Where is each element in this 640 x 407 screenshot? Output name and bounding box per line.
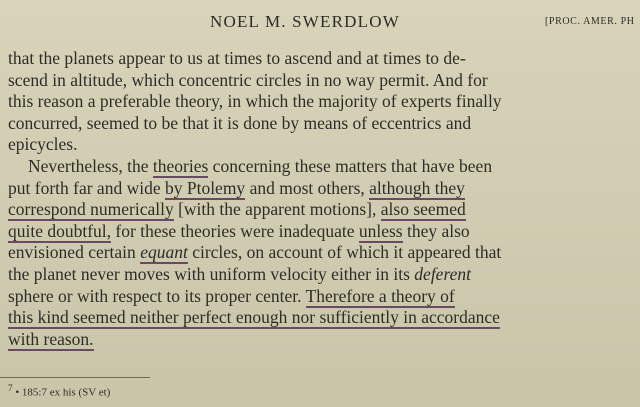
text-run: put forth far and wide bbox=[8, 177, 165, 198]
text-line bbox=[8, 178, 640, 200]
text-line bbox=[8, 199, 640, 221]
text-line: this reason a preferable theory, in which the majority of experts finally bbox=[8, 91, 502, 112]
italic-term-deferent: deferent bbox=[414, 263, 471, 284]
text-line bbox=[8, 329, 640, 351]
text-run: envisioned certain bbox=[8, 242, 141, 263]
text-line: scend in altitude, which concentric circles in no way permit. And for bbox=[8, 69, 488, 90]
italic-term-equant: equant bbox=[140, 242, 188, 263]
underlined-text: unless bbox=[358, 220, 403, 241]
footnote-text: • 185:7 ex his (SV et) bbox=[15, 386, 111, 399]
text-line bbox=[8, 221, 640, 243]
underlined-text: this kind seemed neither perfect enough nor sufficiently in accordance bbox=[8, 307, 500, 328]
text-line bbox=[8, 307, 640, 329]
footnote bbox=[8, 383, 110, 399]
text-line bbox=[8, 286, 640, 308]
text-run: the planet never moves with uniform velocity either in its bbox=[8, 263, 415, 284]
underlined-text: although they bbox=[369, 177, 465, 198]
underlined-text: by Ptolemy bbox=[164, 177, 246, 198]
underlined-text: also seemed bbox=[380, 199, 466, 220]
text-line: that the planets appear to us at times to ascend and at times to de- bbox=[8, 48, 466, 68]
text-run: and most others, bbox=[245, 177, 370, 198]
text-run: they also bbox=[402, 220, 470, 241]
text-line: epicycles. bbox=[8, 134, 78, 155]
underlined-text: theories bbox=[152, 155, 209, 176]
text-line bbox=[8, 242, 640, 264]
running-head-journal: [PROC. AMER. PH bbox=[545, 16, 635, 27]
underlined-text: with reason. bbox=[8, 328, 94, 349]
footnote-marker: 7 bbox=[8, 383, 13, 393]
text-run: circles, on account of which it appeared that bbox=[187, 242, 502, 263]
body-text bbox=[8, 48, 640, 350]
text-run: [with the apparent motions], bbox=[173, 199, 381, 220]
text-run: sphere or with respect to its proper center. bbox=[8, 285, 306, 306]
text-line bbox=[8, 156, 640, 178]
running-head-author: NOEL M. SWERDLOW bbox=[210, 12, 400, 31]
text-line bbox=[8, 264, 640, 286]
underlined-text: correspond numerically bbox=[8, 199, 174, 220]
page-header bbox=[0, 10, 640, 34]
underlined-text: quite doubtful, bbox=[8, 220, 112, 241]
text-run: for these theories were inadequate bbox=[111, 220, 359, 241]
footnote-separator bbox=[0, 377, 150, 378]
underlined-text: Therefore a theory of bbox=[305, 285, 455, 306]
text-run: Nevertheless, the bbox=[28, 155, 153, 176]
text-run: concerning these matters that have been bbox=[208, 155, 493, 176]
text-line: concurred, seemed to be that it is done by means of eccentrics and bbox=[8, 112, 472, 133]
